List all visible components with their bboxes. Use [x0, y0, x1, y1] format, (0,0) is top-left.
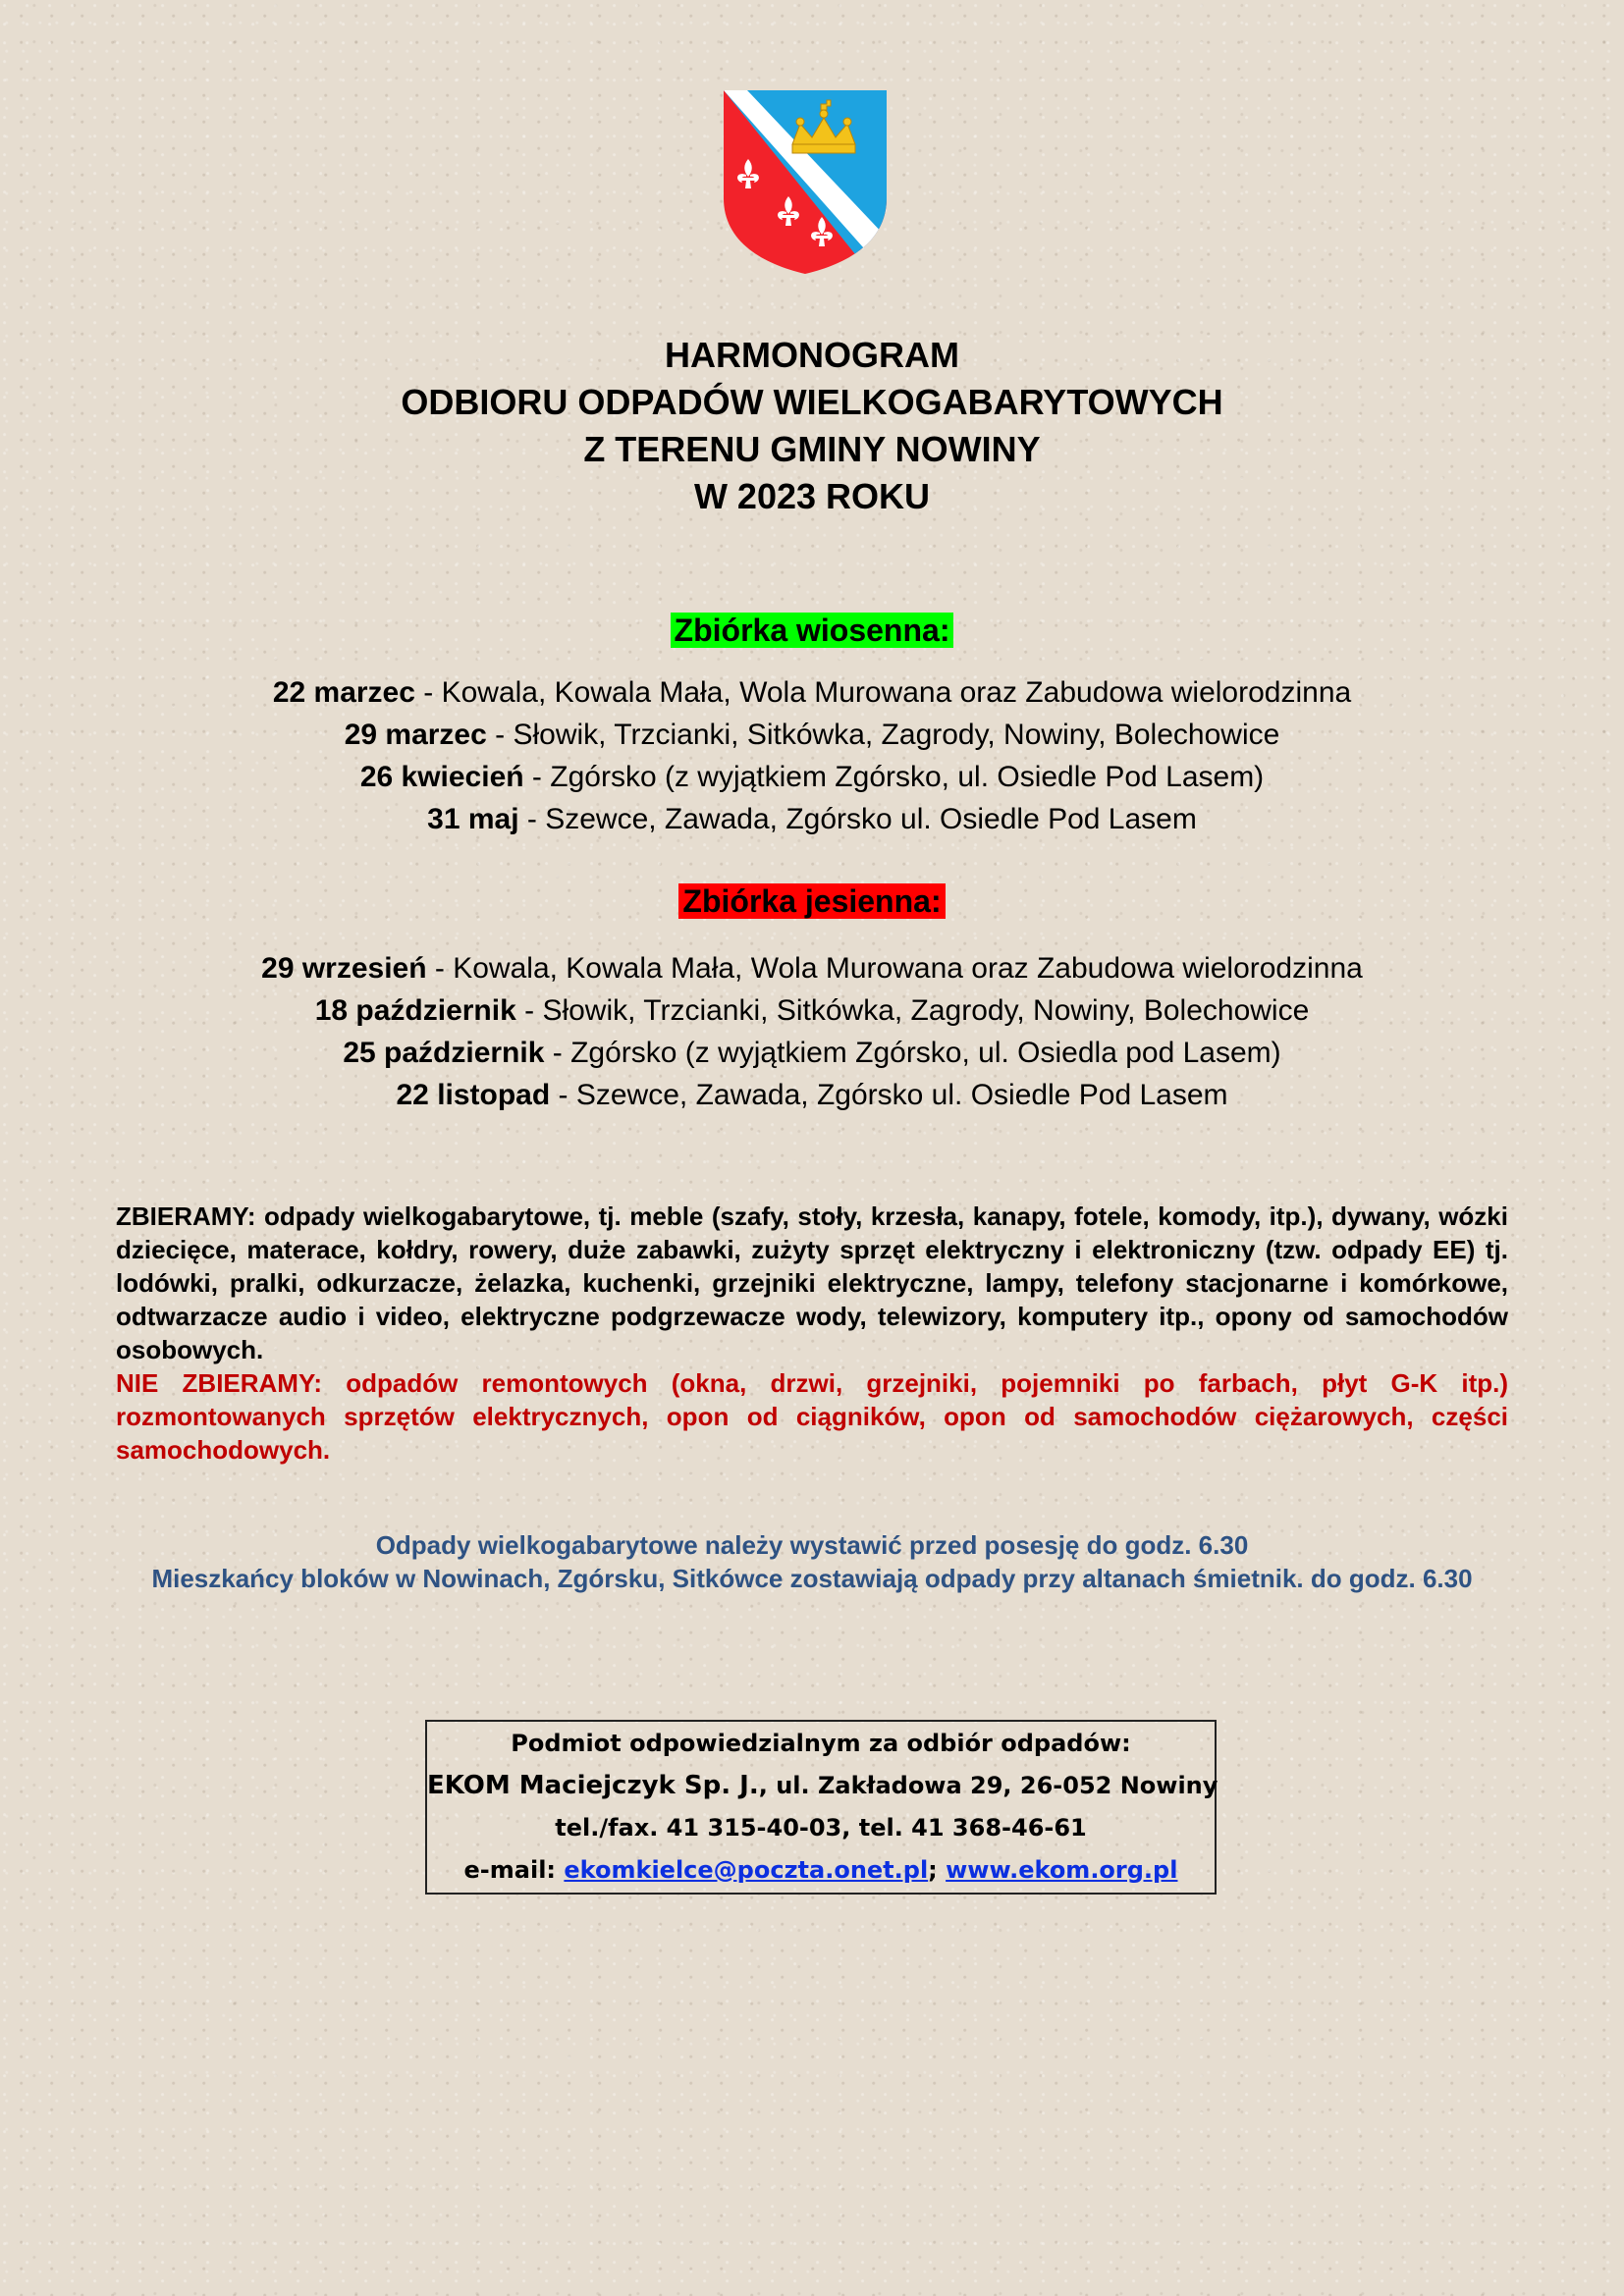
autumn-schedule [0, 947, 1624, 1116]
coat-of-arms-icon [724, 90, 887, 274]
schedule-row [0, 989, 1624, 1032]
schedule-places: - Szewce, Zawada, Zgórsko ul. Osiedle Pod Lasem [550, 1079, 1228, 1111]
notice-line: Odpady wielkogabarytowe należy wystawić przed posesję do godz. 6.30 [375, 1530, 1249, 1560]
schedule-row [0, 798, 1624, 840]
schedule-places: - Zgórsko (z wyjątkiem Zgórsko, ul. Osiedla pod Lasem) [544, 1037, 1281, 1069]
company-address: , ul. Zakładowa 29, 26-052 Nowiny [758, 1772, 1218, 1799]
title-line: Z TERENU GMINY NOWINY [583, 429, 1041, 469]
contact-company-line [427, 1765, 1218, 1807]
schedule-date: 18 październik [314, 994, 516, 1027]
schedule-row [0, 1032, 1624, 1074]
spring-heading [0, 611, 1624, 650]
schedule-date: 31 maj [427, 803, 519, 835]
email-link[interactable]: ekomkielce@poczta.onet.pl [564, 1856, 929, 1884]
schedule-date: 22 listopad [396, 1079, 551, 1111]
autumn-heading-label: Zbiórka jesienna: [678, 883, 945, 919]
company-name: EKOM Maciejczyk Sp. J. [427, 1771, 759, 1800]
schedule-places: - Słowik, Trzcianki, Sitkówka, Zagrody, Nowiny, Bolechowice [486, 719, 1280, 751]
spring-schedule [0, 671, 1624, 840]
collected-items-text: ZBIERAMY: odpady wielkogabarytowe, tj. meble (szafy, stoły, krzesła, kanapy, fotele, komody, itp.), dywany, wózki dziecięce, materace, kołdry, rowery, duże zabawki, zużyty sprzęt elektryczny i elektroniczny (tzw. odpady EE) tj. lodówki, pralki, odkurzacze, żelazka, kuchenki, grzejniki elektryczne, lampy, telefony stacjonarne i komórkowe, odtwarzacze audio i video, elektryczne podgrzewacze wody, telewizory, komputery itp., opony od samochodów osobowych. [116, 1201, 1508, 1364]
title-line: ODBIORU ODPADÓW WIELKOGABARYTOWYCH [401, 382, 1223, 422]
schedule-places: - Zgórsko (z wyjątkiem Zgórsko, ul. Osiedle Pod Lasem) [523, 761, 1265, 793]
contact-email-line [427, 1849, 1215, 1892]
schedule-date: 29 wrzesień [261, 952, 427, 985]
email-label: e-mail: [463, 1856, 565, 1884]
schedule-row [0, 671, 1624, 714]
autumn-heading [0, 881, 1624, 921]
contact-phones: tel./fax. 41 315-40-03, tel. 41 368-46-61 [555, 1814, 1087, 1842]
schedule-row [0, 947, 1624, 989]
schedule-row [0, 714, 1624, 756]
contact-box [425, 1720, 1217, 1895]
title-line: W 2023 ROKU [693, 476, 931, 516]
schedule-places: - Kowala, Kowala Mała, Wola Murowana oraz Zabudowa wielorodzinna [414, 676, 1352, 709]
notice-line: Mieszkańcy bloków w Nowinach, Zgórsku, Sitkówce zostawiają odpady przy altanach śmietnik. do godz. 6.30 [151, 1564, 1473, 1593]
collection-rules [116, 1200, 1508, 1467]
schedule-date: 26 kwiecień [359, 761, 524, 793]
title-line: HARMONOGRAM [665, 335, 959, 375]
page-title [0, 332, 1624, 520]
website-link[interactable]: www.ekom.org.pl [946, 1856, 1178, 1884]
schedule-date: 25 październik [343, 1037, 545, 1069]
link-separator: ; [928, 1856, 947, 1884]
schedule-places: - Słowik, Trzcianki, Sitkówka, Zagrody, Nowiny, Bolechowice [515, 994, 1310, 1027]
placement-notice [0, 1528, 1624, 1595]
schedule-date: 22 marzec [272, 676, 415, 709]
not-collected-items-text: NIE ZBIERAMY: odpadów remontowych (okna, drzwi, grzejniki, pojemniki po farbach, płyt G-K itp.) rozmontowanych sprzętów elektrycznych, opon od ciągników, opon od samochodów ciężarowych, części samochodowych. [116, 1368, 1508, 1465]
schedule-row [0, 756, 1624, 798]
schedule-row [0, 1074, 1624, 1116]
contact-heading: Podmiot odpowiedzialnym za odbiór odpadów: [511, 1730, 1131, 1757]
schedule-places: - Szewce, Zawada, Zgórsko ul. Osiedle Pod Lasem [518, 803, 1197, 835]
schedule-date: 29 marzec [344, 719, 487, 751]
schedule-places: - Kowala, Kowala Mała, Wola Murowana oraz Zabudowa wielorodzinna [426, 952, 1363, 985]
spring-heading-label: Zbiórka wiosenna: [671, 613, 954, 648]
